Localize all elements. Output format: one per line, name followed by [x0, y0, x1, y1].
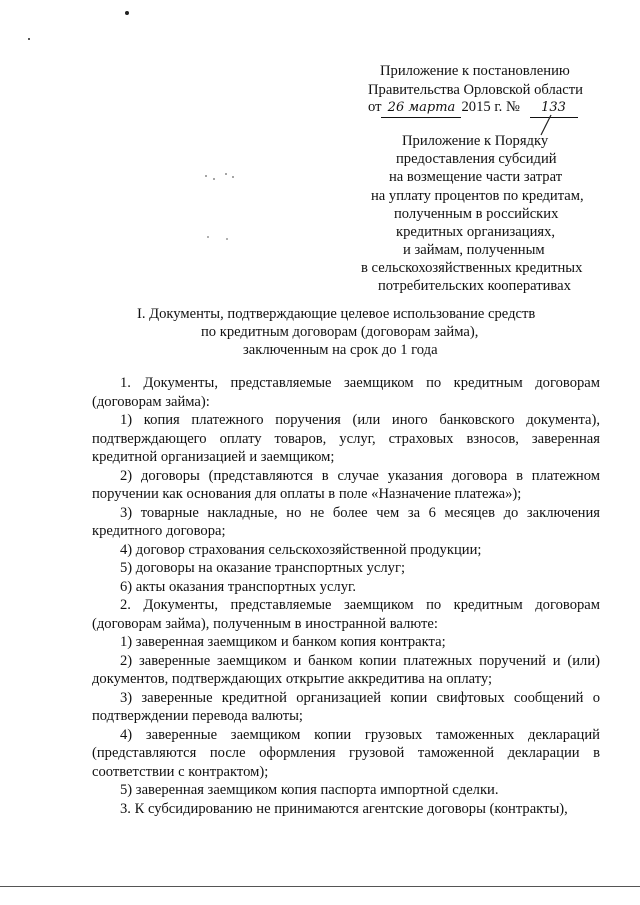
item-paragraph: 4) заверенные заемщиком копии грузовых таможенных деклараций (представляются после оформления грузовой таможенной декларации в соответствии с контрактом); [92, 726, 600, 780]
item-paragraph: 5) заверенная заемщиком копия паспорта импортной сделки. [120, 782, 499, 798]
annex-line: в сельскохозяйственных кредитных [361, 260, 583, 276]
annex-line: предоставления субсидий [396, 151, 557, 167]
item-paragraph: 3) товарные накладные, но не более чем за 6 месяцев до заключения кредитного договора; [92, 504, 600, 539]
scan-speck [213, 178, 215, 180]
annex-line: кредитных организациях, [396, 224, 556, 240]
resolution-title: Приложение к постановлению [380, 63, 570, 79]
document-body [92, 374, 600, 818]
item-paragraph: 1) копия платежного поручения (или иного банковского документа), подтверждающего оплату товаров, услуг, страховых взносов, заверенная кредитной организацией и заемщиком; [92, 412, 600, 465]
item-paragraph: 1. Документы, представляемые заемщиком по кредитным договорам (договорам займа): [92, 375, 600, 410]
annex-line: Приложение к Порядку [402, 133, 549, 149]
item-paragraph: 3. К субсидированию не принимаются агентские договоры (контракты), [120, 800, 568, 817]
date-prefix: от [368, 99, 382, 115]
scan-speck [125, 11, 129, 15]
section-heading-line: по кредитным договорам (договорам займа), [201, 324, 479, 340]
item-paragraph: 5) договоры на оказание транспортных услуг; [120, 560, 406, 576]
scan-speck [225, 173, 227, 175]
annex-line: потребительских кооперативах [378, 278, 571, 294]
scan-speck [207, 236, 209, 238]
item-paragraph: 2) заверенные заемщиком и банком копии платежных поручений и (или) документов, подтверждающих открытие аккредитива на оплату; [92, 652, 600, 687]
annex-line: на возмещение части затрат [389, 169, 563, 185]
section-heading-line: заключенным на срок до 1 года [243, 342, 438, 358]
item-paragraph: 2) договоры (представляются в случае указания договора в платежном поручении как основания для оплаты в поле «Назначение платежа»); [92, 467, 600, 502]
item-paragraph: 4) договор страхования сельскохозяйственной продукции; [120, 541, 482, 558]
item-paragraph: 3) заверенные кредитной организацией копии свифтовых сообщений о подтверждении перевода валюты; [92, 689, 600, 724]
annex-line: на уплату процентов по кредитам, [371, 188, 584, 204]
scan-speck [205, 175, 207, 177]
section-heading-line: I. Документы, подтверждающие целевое использование средств [137, 306, 536, 322]
number-handwritten: 133 [530, 98, 578, 118]
annex-line: и займам, полученным [403, 242, 545, 258]
item-paragraph: 1) заверенная заемщиком и банком копия контракта; [120, 634, 446, 650]
item-paragraph: 2. Документы, представляемые заемщиком по кредитным договорам (договорам займа), полученным в иностранной валюте: [92, 597, 600, 632]
date-year-number: 2015 г. № [461, 99, 520, 115]
scan-speck [226, 238, 228, 240]
scan-speck [28, 38, 30, 40]
annex-line: полученным в российских [394, 206, 559, 222]
date-handwritten: 26 марта [381, 98, 461, 118]
item-paragraph: 6) акты оказания транспортных услуг. [120, 578, 356, 595]
scan-speck [232, 176, 234, 178]
scan-bottom-edge [0, 886, 640, 887]
resolution-government: Правительства Орловской области [368, 82, 583, 98]
